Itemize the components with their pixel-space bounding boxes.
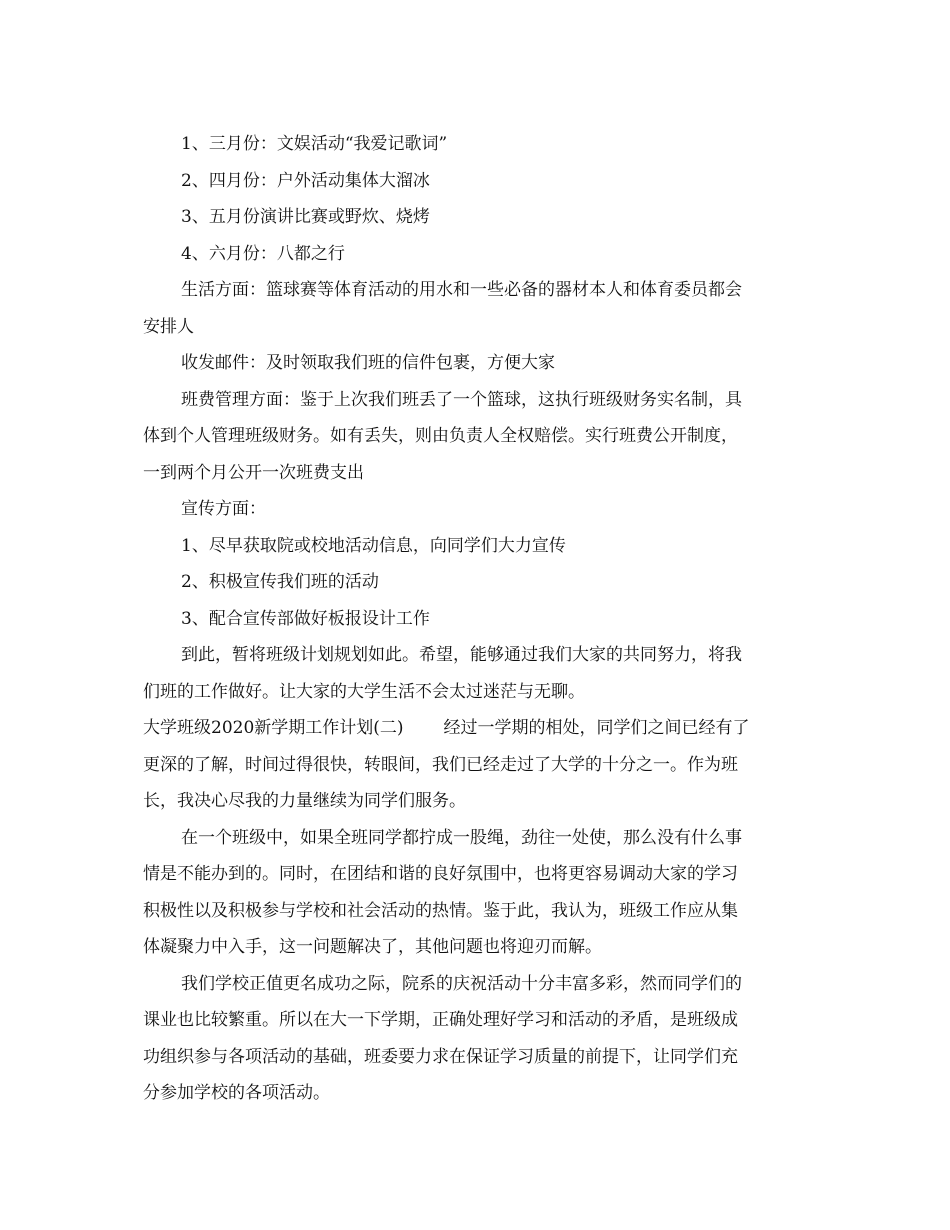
text-line: 功组织参与各项活动的基础，班委要力求在保证学习质量的前提下，让同学们充 [143,1046,738,1067]
text-line: 生活方面：篮球赛等体育活动的用水和一些必备的器材本人和体育委员都会 [181,280,742,300]
section-title: 大学班级2020新学期工作计划(二) [143,718,404,738]
text-line: 们班的工作做好。让大家的大学生活不会太过迷茫与无聊。 [143,681,585,702]
text-line: 长，我决心尽我的力量继续为同学们服务。 [143,791,466,811]
text-line: 3、五月份演讲比赛或野炊、烧烤 [181,207,430,227]
text-line: 积极性以及积极参与学校和社会活动的热情。鉴于此，我认为，班级工作应从集 [143,900,738,921]
text-line: 4、六月份：八都之行 [181,243,345,264]
text-line: 2、四月份：户外活动集体大溜冰 [181,170,430,191]
text-line: 课业也比较繁重。所以在大一下学期，正确处理好学习和活动的矛盾，是班级成 [143,1010,738,1030]
document-body [143,126,803,1112]
text-line: 情是不能办到的。同时，在团结和谐的良好氛围中，也将更容易调动大家的学习 [143,864,738,884]
text-line: 体到个人管理班级财务。如有丢失，则由负责人全权赔偿。实行班费公开制度， [143,426,738,446]
text-line: 宣传方面： [181,499,266,519]
text-line: 到此，暂将班级计划规划如此。希望，能够通过我们大家的共同努力，将我 [181,645,742,665]
text-line: 分参加学校的各项活动。 [143,1083,330,1103]
text-line: 3、配合宣传部做好板报设计工作 [181,608,430,629]
text-line: 安排人 [143,316,194,337]
text-line: 班费管理方面：鉴于上次我们班丢了一个篮球，这执行班级财务实名制，具 [181,389,742,410]
text-line: 一到两个月公开一次班费支出 [143,462,364,483]
text-line: 体凝聚力中入手，这一问题解决了，其他问题也将迎刃而解。 [143,937,602,957]
text-line: 1、三月份：文娱活动“我爱记歌词” [181,134,448,154]
text-line: 在一个班级中，如果全班同学都拧成一股绳，劲往一处使，那么没有什么事 [181,827,742,848]
text-line: 更深的了解，时间过得很快，转眼间，我们已经走过了大学的十分之一。作为班 [143,754,738,775]
text-line: 2、积极宣传我们班的活动 [181,572,379,592]
text-line: 经过一学期的相处，同学们之间已经有了 [443,718,750,738]
section-title-line [143,710,803,747]
text-line: 收发邮件：及时领取我们班的信件包裹，方便大家 [181,353,555,373]
text-line: 1、尽早获取院或校地活动信息，向同学们大力宣传 [181,535,566,556]
text-line: 我们学校正值更名成功之际，院系的庆祝活动十分丰富多彩，然而同学们的 [181,973,742,994]
